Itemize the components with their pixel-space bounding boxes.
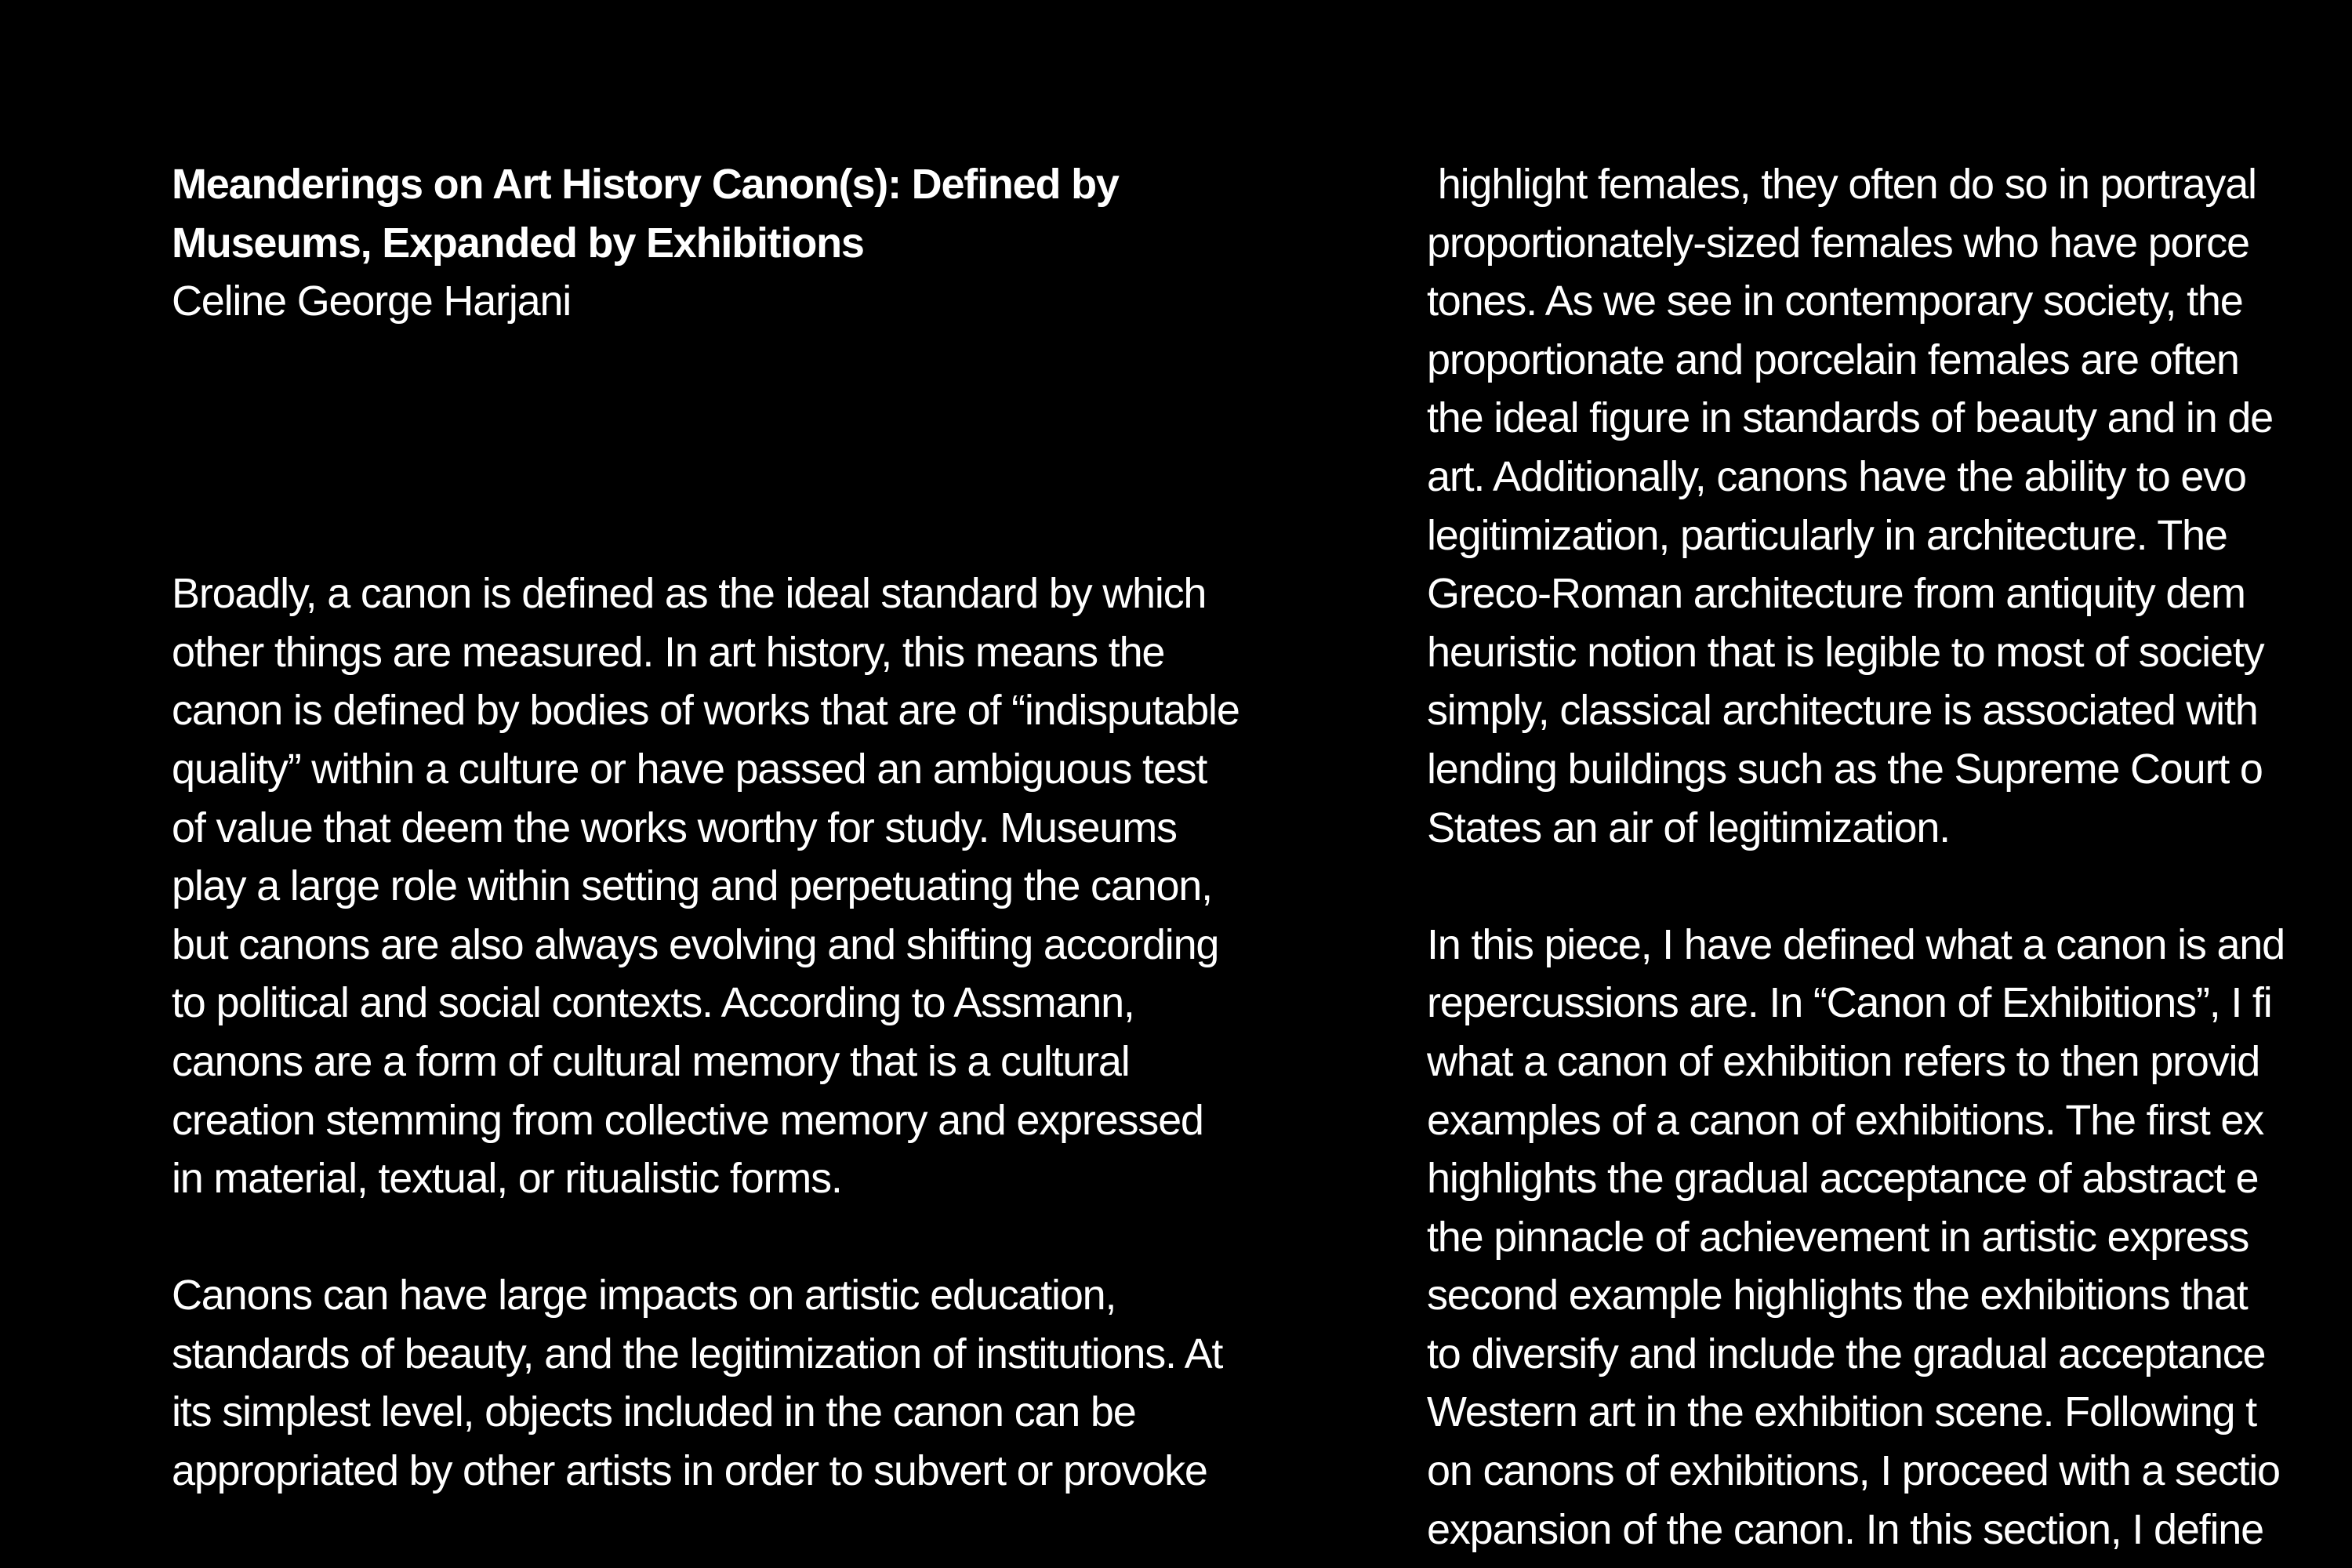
paragraph-line: canons are a form of cultural memory that is a cultural [172, 1037, 1130, 1085]
left-column [172, 155, 1395, 1501]
paragraph-line: the ideal figure in standards of beauty and in de [1427, 394, 2273, 442]
paragraph-line: heuristic notion that is legible to most of society [1427, 628, 2264, 676]
paragraph-line: legitimization, particularly in architecture. The [1427, 511, 2227, 559]
paragraph-line: tones. As we see in contemporary society, the [1427, 278, 2243, 325]
spacer [172, 1208, 1395, 1267]
paragraph-line: standards of beauty, and the legitimization of institutions. At [172, 1330, 1223, 1377]
paragraph-line: Canons can have large impacts on artistic education, [172, 1272, 1116, 1319]
paragraph-line: examples of a canon of exhibitions. The first ex [1427, 1096, 2264, 1144]
paragraph-line: second example highlights the exhibitions that [1427, 1272, 2248, 1319]
paragraph-line: what a canon of exhibition refers to then provid [1427, 1037, 2260, 1085]
paragraph-line: in material, textual, or ritualistic forms. [172, 1155, 842, 1203]
paragraph-line: highlight females, they often do so in portrayal [1427, 161, 2256, 208]
article-title-line: Museums, Expanded by Exhibitions [172, 219, 864, 267]
paragraph-line: repercussions are. In “Canon of Exhibitions”, I fi [1427, 979, 2272, 1027]
paragraph-line: proportionately-sized females who have porce [1427, 219, 2249, 267]
paragraph-line: of value that deem the works worthy for study. Museums [172, 804, 1177, 851]
paragraph-line: States an air of legitimization. [1427, 804, 1950, 851]
paragraph-line: play a large role within setting and perpetuating the canon, [172, 862, 1212, 910]
paragraph-line: other things are measured. In art history, this means the [172, 628, 1165, 676]
paragraph-line: the pinnacle of achievement in artistic express [1427, 1213, 2249, 1261]
paragraph [172, 564, 1395, 1208]
paragraph-line: quality” within a culture or have passed an ambiguous test [172, 745, 1207, 793]
paragraph-line: but canons are also always evolving and shifting according [172, 920, 1219, 968]
spacer [1427, 857, 2352, 916]
article-author: Celine George Harjani [172, 278, 572, 325]
paragraph-line: Greco-Roman architecture from antiquity dem [1427, 570, 2245, 618]
paragraph-line: lending buildings such as the Supreme Court o [1427, 745, 2263, 793]
paragraph-line: Broadly, a canon is defined as the ideal standard by which [172, 570, 1207, 618]
paragraph-line: highlights the gradual acceptance of abstract e [1427, 1155, 2259, 1203]
spacer [172, 331, 1395, 564]
paragraph [172, 1266, 1395, 1500]
paragraph [1427, 155, 2352, 857]
paragraph-line: to political and social contexts. According to Assmann, [172, 979, 1134, 1027]
paragraph-line: art. Additionally, canons have the ability to evo [1427, 452, 2246, 500]
article-title-line: Meanderings on Art History Canon(s): Defined by [172, 161, 1119, 208]
paragraph [1427, 916, 2352, 1559]
paragraph-line: Western art in the exhibition scene. Following t [1427, 1388, 2256, 1436]
paragraph-line: creation stemming from collective memory and expressed [172, 1096, 1203, 1144]
paragraph-line: In this piece, I have defined what a canon is and [1427, 920, 2285, 968]
paragraph-line: canon is defined by bodies of works that are of “indisputable [172, 687, 1240, 735]
paragraph-line: expansion of the canon. In this section, I define [1427, 1505, 2263, 1553]
paragraph-line: appropriated by other artists in order to subvert or provoke [172, 1447, 1207, 1495]
paragraph-line: on canons of exhibitions, I proceed with a sectio [1427, 1447, 2280, 1495]
paragraph-line: simply, classical architecture is associated with [1427, 687, 2258, 735]
right-column [1427, 155, 2352, 1559]
paragraph-line: proportionate and porcelain females are often [1427, 336, 2239, 383]
paragraph-line: to diversify and include the gradual acceptance [1427, 1330, 2266, 1377]
paragraph-line: its simplest level, objects included in the canon can be [172, 1388, 1136, 1436]
